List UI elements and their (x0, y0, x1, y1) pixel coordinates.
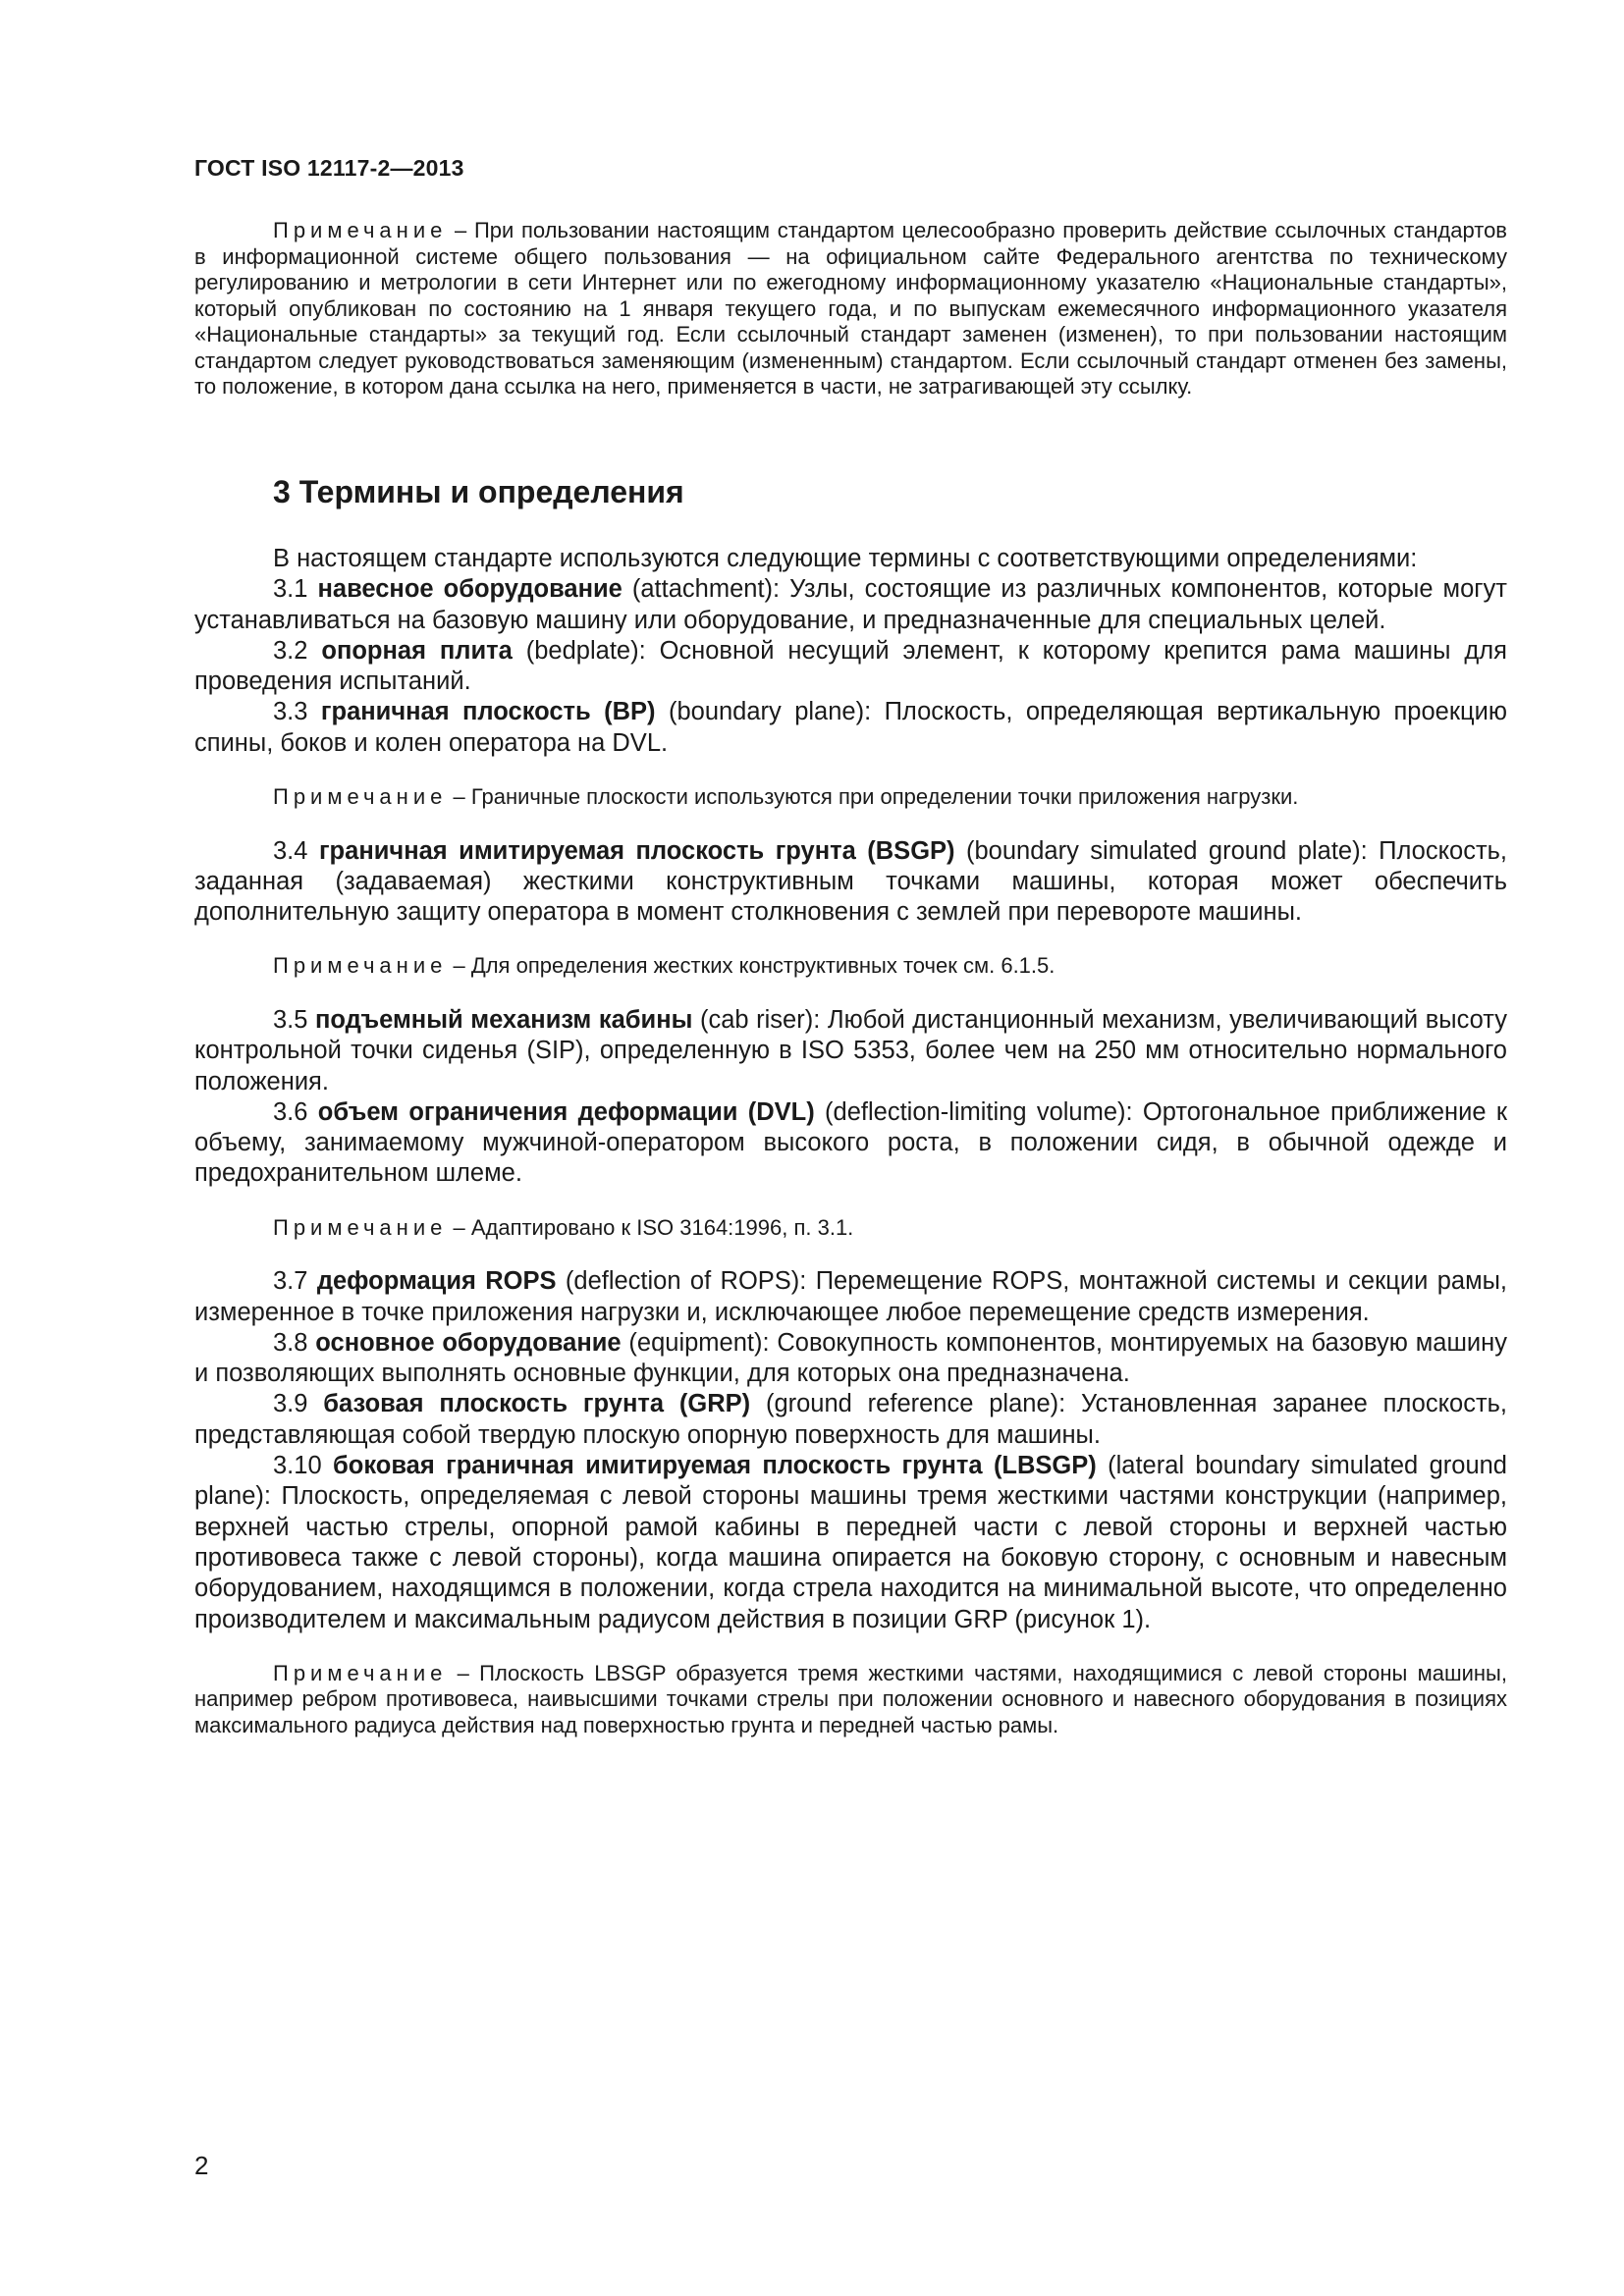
note-after-3-3 (194, 784, 1507, 811)
term-definition: (deflection-limiting volume): Ортогональное приближение к объему, занимаемому мужчиной-оператором высокого роста, в положении сидя, в обычной одежде и предохранительном шлеме. (194, 1097, 1508, 1188)
term-definition: (equipment): Совокупность компонентов, монтируемых на базовую машину и позволяющих выполнять основные функции, для которых она предназначена. (194, 1328, 1507, 1388)
term-name: навесное оборудование (317, 575, 623, 604)
note-label: Примечание (273, 953, 448, 979)
term-definition: (attachment): Узлы, состоящие из различных компонентов, которые могут устанавливаться на базовую машину или оборудование, и предназначенные для специальных целей. (194, 575, 1507, 634)
term-3-7 (194, 1266, 1507, 1328)
term-number: 3.8 (273, 1328, 308, 1357)
term-3-4 (194, 836, 1507, 929)
note-after-3-10 (194, 1661, 1507, 1739)
section-title: 3 Термины и определения (273, 474, 684, 509)
term-3-2 (194, 636, 1507, 698)
note-text: – Для определения жестких конструктивных точек см. 6.1.5. (453, 953, 1056, 979)
term-3-9 (194, 1389, 1507, 1451)
note-text: – Плоскость LBSGP образуется тремя жесткими частями, находящимися с левой стороны машины, например ребром противовеса, наивысшими точками стрелы при положении основного и навесного оборудования в позициях максимального радиуса действия над поверхностью грунта и передней частью рамы. (194, 1660, 1507, 1737)
note-label: Примечание (273, 1660, 448, 1685)
term-number: 3.6 (273, 1097, 308, 1126)
section-intro: В настоящем стандарте используются следующие термины с соответствующими определениями: (273, 545, 1418, 572)
term-name: граничная имитируемая плоскость грунта (BSGP) (318, 836, 955, 865)
term-name: боковая граничная имитируемая плоскость грунта (LBSGP) (333, 1452, 1097, 1480)
note-label: Примечание (273, 784, 448, 810)
section-body (194, 544, 1507, 1738)
term-name: опорная плита (321, 636, 513, 665)
term-number: 3.9 (273, 1390, 308, 1418)
term-definition: (ground reference plane): Установленная заранее плоскость, представляющая собой твердую плоскую опорную поверхность для машины. (194, 1390, 1507, 1449)
term-name: объем ограничения деформации (DVL) (317, 1097, 815, 1126)
note-after-3-4 (194, 953, 1507, 980)
term-definition: (lateral boundary simulated ground plane): Плоскость, определяемая с левой стороны машины тремя жесткими частями конструкции (например, верхней частью стрелы, опорной рамой кабины в передней части с левой стороны и верхней частью противовеса также с левой стороны), когда машина опирается на боковую сторону, с основным и навесным оборудованием, находящимся в положении, когда стрела находится на минимальной высоте, что определенно производителем и максимальным радиусом действия в позиции GRP (рисунок 1). (194, 1452, 1507, 1633)
term-definition: (boundary simulated ground plate): Плоскость, заданная (задаваемая) жесткими конструктивным точками машины, которая может обеспечить дополнительную защиту оператора в момент столкновения с землей при перевороте машины. (194, 836, 1507, 927)
term-definition: (bedplate): Основной несущий элемент, к которому крепится рама машины для проведения испытаний. (194, 636, 1507, 696)
term-number: 3.3 (273, 698, 308, 726)
top-note (194, 218, 1507, 400)
page-number: 2 (194, 2151, 209, 2180)
term-3-3 (194, 697, 1507, 759)
note-text: – Адаптировано к ISO 3164:1996, п. 3.1. (453, 1214, 854, 1240)
term-name: основное оборудование (315, 1328, 622, 1357)
term-number: 3.1 (273, 575, 308, 604)
term-definition: (cab riser): Любой дистанционный механизм, увеличивающий высоту контрольной точки сиденья (SIP), определенную в ISO 5353, более чем на 250 мм относительно нормального положения. (194, 1005, 1507, 1095)
term-3-1 (194, 574, 1507, 636)
term-3-5 (194, 1005, 1507, 1097)
note-label: Примечание (273, 1214, 448, 1240)
term-3-6 (194, 1097, 1507, 1190)
term-name: граничная плоскость (BP) (320, 698, 656, 726)
term-definition: (boundary plane): Плоскость, определяющая вертикальную проекцию спины, боков и колен оператора на DVL. (194, 698, 1507, 757)
term-name: деформация ROPS (316, 1267, 557, 1296)
term-number: 3.2 (273, 636, 308, 665)
term-number: 3.5 (273, 1005, 308, 1034)
term-name: подъемный механизм кабины (315, 1005, 693, 1034)
note-text: – Граничные плоскости используются при определении точки приложения нагрузки. (453, 784, 1299, 810)
term-definition: (deflection of ROPS): Перемещение ROPS, монтажной системы и секции рамы, измеренное в точке приложения нагрузки и, исключающее любое перемещение средств измерения. (194, 1267, 1508, 1326)
note-text: – При пользовании настоящим стандартом целесообразно проверить действие ссылочных стандартов в информационной системе общего пользования — на официальном сайте Федерального агентства по техническому регулированию и метрологии в сети Интернет или по ежегодному информационному указателю «Национальные стандарты», который опубликован по состоянию на 1 января текущего года, и по выпускам ежемесячного информационного указателя «Национальные стандарты» за текущий год. Если ссылочный стандарт заменен (изменен), то при пользовании настоящим стандартом следует руководствоваться заменяющим (измененным) стандартом. Если ссылочный стандарт отменен без замены, то положение, в котором дана ссылка на него, применяется в части, не затрагивающей эту ссылку. (194, 218, 1507, 399)
term-3-8 (194, 1328, 1507, 1390)
note-after-3-6 (194, 1215, 1507, 1242)
term-number: 3.7 (273, 1267, 308, 1296)
term-3-10 (194, 1451, 1507, 1635)
term-number: 3.10 (273, 1452, 322, 1480)
document-header: ГОСТ ISO 12117-2—2013 (194, 155, 464, 181)
term-number: 3.4 (273, 836, 308, 865)
term-name: базовая плоскость грунта (GRP) (323, 1390, 751, 1418)
note-label: Примечание (273, 218, 448, 242)
